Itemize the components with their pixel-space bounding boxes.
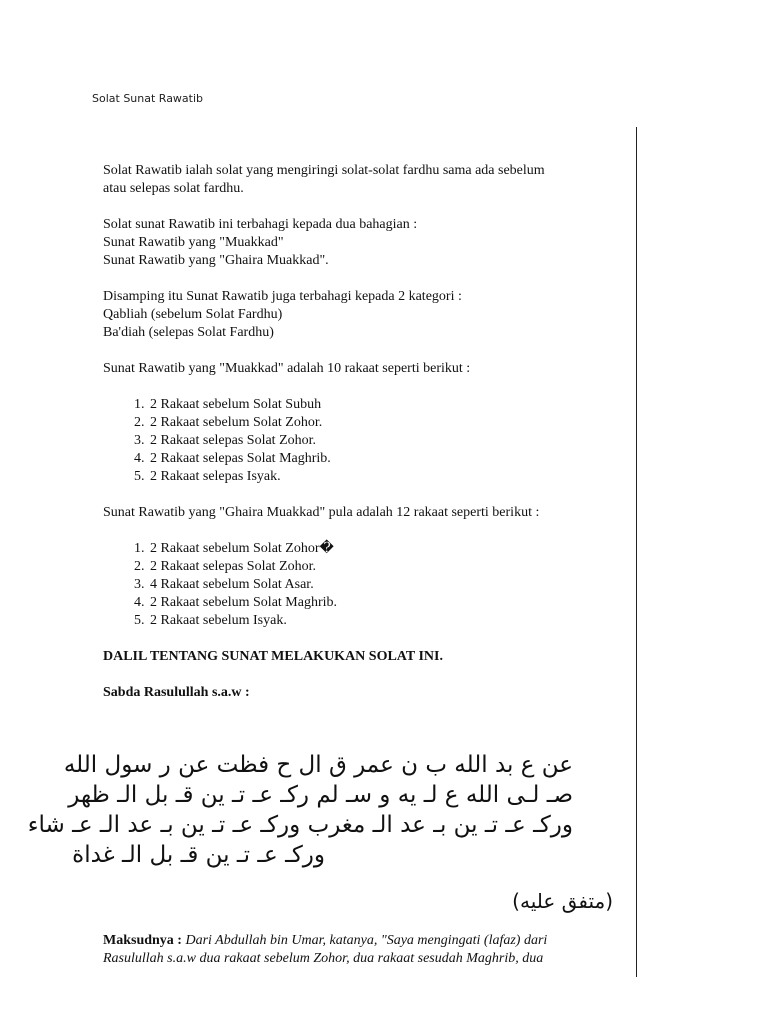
list-item: 2. 2 Rakaat selepas Solat Zohor. [148, 558, 623, 576]
arabic-line-1: عن ع بد الله ب ن عمر ق ال ح فظت عن ر سول الله [63, 752, 573, 778]
intro-line-2: atau selepas solat fardhu. [103, 181, 244, 196]
list-item: 5. 2 Rakaat selepas Isyak. [148, 468, 623, 486]
maksud-paragraph [103, 932, 623, 968]
maksud-text-1: Dari Abdullah bin Umar, katanya, "Saya mengingati (lafaz) dari [181, 933, 548, 948]
category-item-1: Qabliah (sebelum Solat Fardhu) [103, 307, 283, 322]
maksud-text-2: Rasulullah s.a.w dua rakaat sebelum Zohor, dua rakaat sesudah Maghrib, dua [103, 951, 544, 966]
list-item: 4. 2 Rakaat selepas Solat Maghrib. [148, 450, 623, 468]
list-item: 1. 2 Rakaat sebelum Solat Subuh [148, 396, 623, 414]
document-body [27, 162, 623, 968]
dalil-heading: DALIL TENTANG SUNAT MELAKUKAN SOLAT INI. [103, 649, 443, 664]
muakkad-list [103, 396, 623, 486]
division-item-2: Sunat Rawatib yang "Ghaira Muakkad". [103, 253, 329, 268]
category-paragraph [103, 288, 623, 342]
category-item-2: Ba'diah (selepas Solat Fardhu) [103, 325, 274, 340]
maksud-label: Maksudnya : [103, 933, 182, 948]
ghaira-intro: Sunat Rawatib yang "Ghaira Muakkad" pula adalah 12 rakaat seperti berikut : [103, 505, 540, 520]
division-item-1: Sunat Rawatib yang "Muakkad" [103, 235, 284, 250]
division-paragraph [103, 216, 623, 270]
list-item: 3. 2 Rakaat selepas Solat Zohor. [148, 432, 623, 450]
sabda-heading: Sabda Rasulullah s.a.w : [103, 685, 250, 700]
muakkad-intro: Sunat Rawatib yang "Muakkad" adalah 10 rakaat seperti berikut : [103, 361, 471, 376]
arabic-line-4: وركـ عـ تـ ين قـ بل الـ غداة [72, 842, 325, 868]
arabic-line-2: صـ لـى الله ع لـ يه و سـ لم ركـ عـ تـ ين قـ بل الـ ظهر [68, 782, 573, 808]
division-intro: Solat sunat Rawatib ini terbahagi kepada dua bahagian : [103, 217, 418, 232]
arabic-line-3: وركـ عـ تـ ين بـ عد الـ مغرب وركـ عـ تـ ين بـ عد الـ عـ شاء [27, 812, 573, 838]
list-item: 4. 2 Rakaat sebelum Solat Maghrib. [148, 594, 623, 612]
list-item: 2. 2 Rakaat sebelum Solat Zohor. [148, 414, 623, 432]
page-header-title: Solat Sunat Rawatib [92, 92, 204, 105]
ghaira-list [103, 540, 623, 630]
muttafaq-alaih: (متفق عليه) [512, 889, 613, 913]
list-item: 5. 2 Rakaat sebelum Isyak. [148, 612, 623, 630]
list-item: 1. 2 Rakaat sebelum Solat Zohor� [148, 540, 623, 558]
list-item: 3. 4 Rakaat sebelum Solat Asar. [148, 576, 623, 594]
intro-paragraph [103, 162, 623, 198]
intro-line-1: Solat Rawatib ialah solat yang mengiringi solat-solat fardhu sama ada sebelum [103, 163, 545, 178]
category-intro: Disamping itu Sunat Rawatib juga terbahagi kepada 2 kategori : [103, 289, 462, 304]
arabic-hadith-text [27, 750, 573, 870]
vertical-divider [636, 127, 637, 977]
